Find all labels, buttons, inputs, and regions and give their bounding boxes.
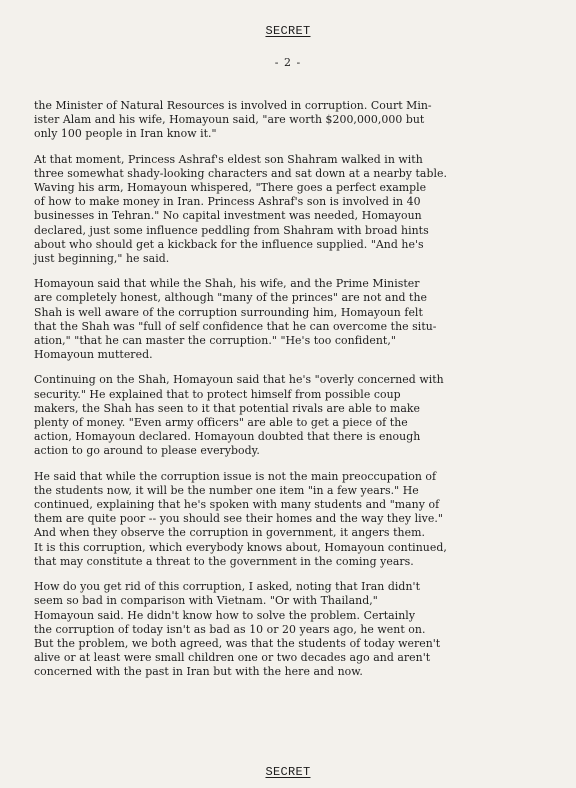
paragraph-2 (34, 153, 544, 267)
document-body (34, 99, 544, 691)
text-line: Continuing on the Shah, Homayoun said that he's "overly concerned with (34, 373, 444, 387)
text-line: of how to make money in Iran. Princess Ashraf's son is involved in 40 (34, 195, 421, 209)
text-line: ation," "that he can master the corruption." "He's too confident," (34, 334, 396, 348)
classification-footer: SECRET (265, 765, 311, 779)
text-line: only 100 people in Iran know it." (34, 127, 217, 141)
text-line: three somewhat shady-looking characters and sat down at a nearby table. (34, 166, 448, 180)
paragraph-5 (34, 470, 544, 569)
text-line: businesses in Tehran." No capital investment was needed, Homayoun (34, 209, 422, 223)
text-line: But the problem, we both agreed, was that the students of today weren't (34, 636, 441, 650)
text-line: declared, just some influence peddling from Shahram with broad hints (34, 223, 429, 237)
classification-header: SECRET (265, 24, 311, 38)
text-line: Homayoun said that while the Shah, his wife, and the Prime Minister (34, 277, 420, 291)
text-line: just beginning," he said. (34, 252, 170, 266)
paragraph-3 (34, 277, 544, 362)
paragraph-1 (34, 99, 544, 142)
text-line: the students now, it will be the number one item "in a few years." He (34, 483, 419, 497)
text-line: are completely honest, although "many of the princes" are not and the (34, 291, 428, 305)
text-line: the Minister of Natural Resources is involved in corruption. Court Min- (34, 99, 432, 112)
paragraph-4 (34, 373, 544, 458)
text-line: At that moment, Princess Ashraf's eldest son Shahram walked in with (34, 152, 423, 166)
text-line: How do you get rid of this corruption, I asked, noting that Iran didn't (34, 580, 420, 594)
text-line: Shah is well aware of the corruption surrounding him, Homayoun felt (34, 305, 423, 319)
text-line: security." He explained that to protect himself from possible coup (34, 387, 401, 401)
text-line: action to go around to please everybody. (34, 444, 260, 458)
text-line: And when they observe the corruption in government, it angers them. (34, 526, 425, 540)
paragraph-6 (34, 580, 544, 679)
text-line: them are quite poor -- you should see their homes and the way they live." (34, 512, 443, 526)
text-line: the corruption of today isn't as bad as 10 or 20 years ago, he went on. (34, 622, 426, 636)
text-line: plenty of money. "Even army officers" are able to get a piece of the (34, 416, 408, 430)
text-line: Waving his arm, Homayoun whispered, "There goes a perfect example (34, 181, 427, 195)
text-line: about who should get a kickback for the influence supplied. "And he's (34, 237, 424, 251)
text-line: that may constitute a threat to the government in the coming years. (34, 554, 414, 568)
text-line: seem so bad in comparison with Vietnam. "Or with Thailand," (34, 594, 378, 608)
text-line: concerned with the past in Iran but with the here and now. (34, 665, 363, 679)
text-line: continued, explaining that he's spoken with many students and "many of (34, 498, 440, 512)
text-line: alive or at least were small children one or two decades ago and aren't (34, 651, 431, 665)
text-line: Homayoun muttered. (34, 348, 153, 362)
page-number: - 2 - (274, 56, 302, 69)
text-line: ister Alam and his wife, Homayoun said, "are worth $200,000,000 but (34, 113, 425, 127)
text-line: makers, the Shah has seen to it that potential rivals are able to make (34, 401, 421, 415)
text-line: He said that while the corruption issue is not the main preoccupation of (34, 469, 437, 483)
text-line: that the Shah was "full of self confidence that he can overcome the situ- (34, 319, 437, 333)
text-line: Homayoun said. He didn't know how to solve the problem. Certainly (34, 608, 416, 622)
text-line: It is this corruption, which everybody knows about, Homayoun continued, (34, 540, 447, 554)
text-line: action, Homayoun declared. Homayoun doubted that there is enough (34, 430, 421, 444)
